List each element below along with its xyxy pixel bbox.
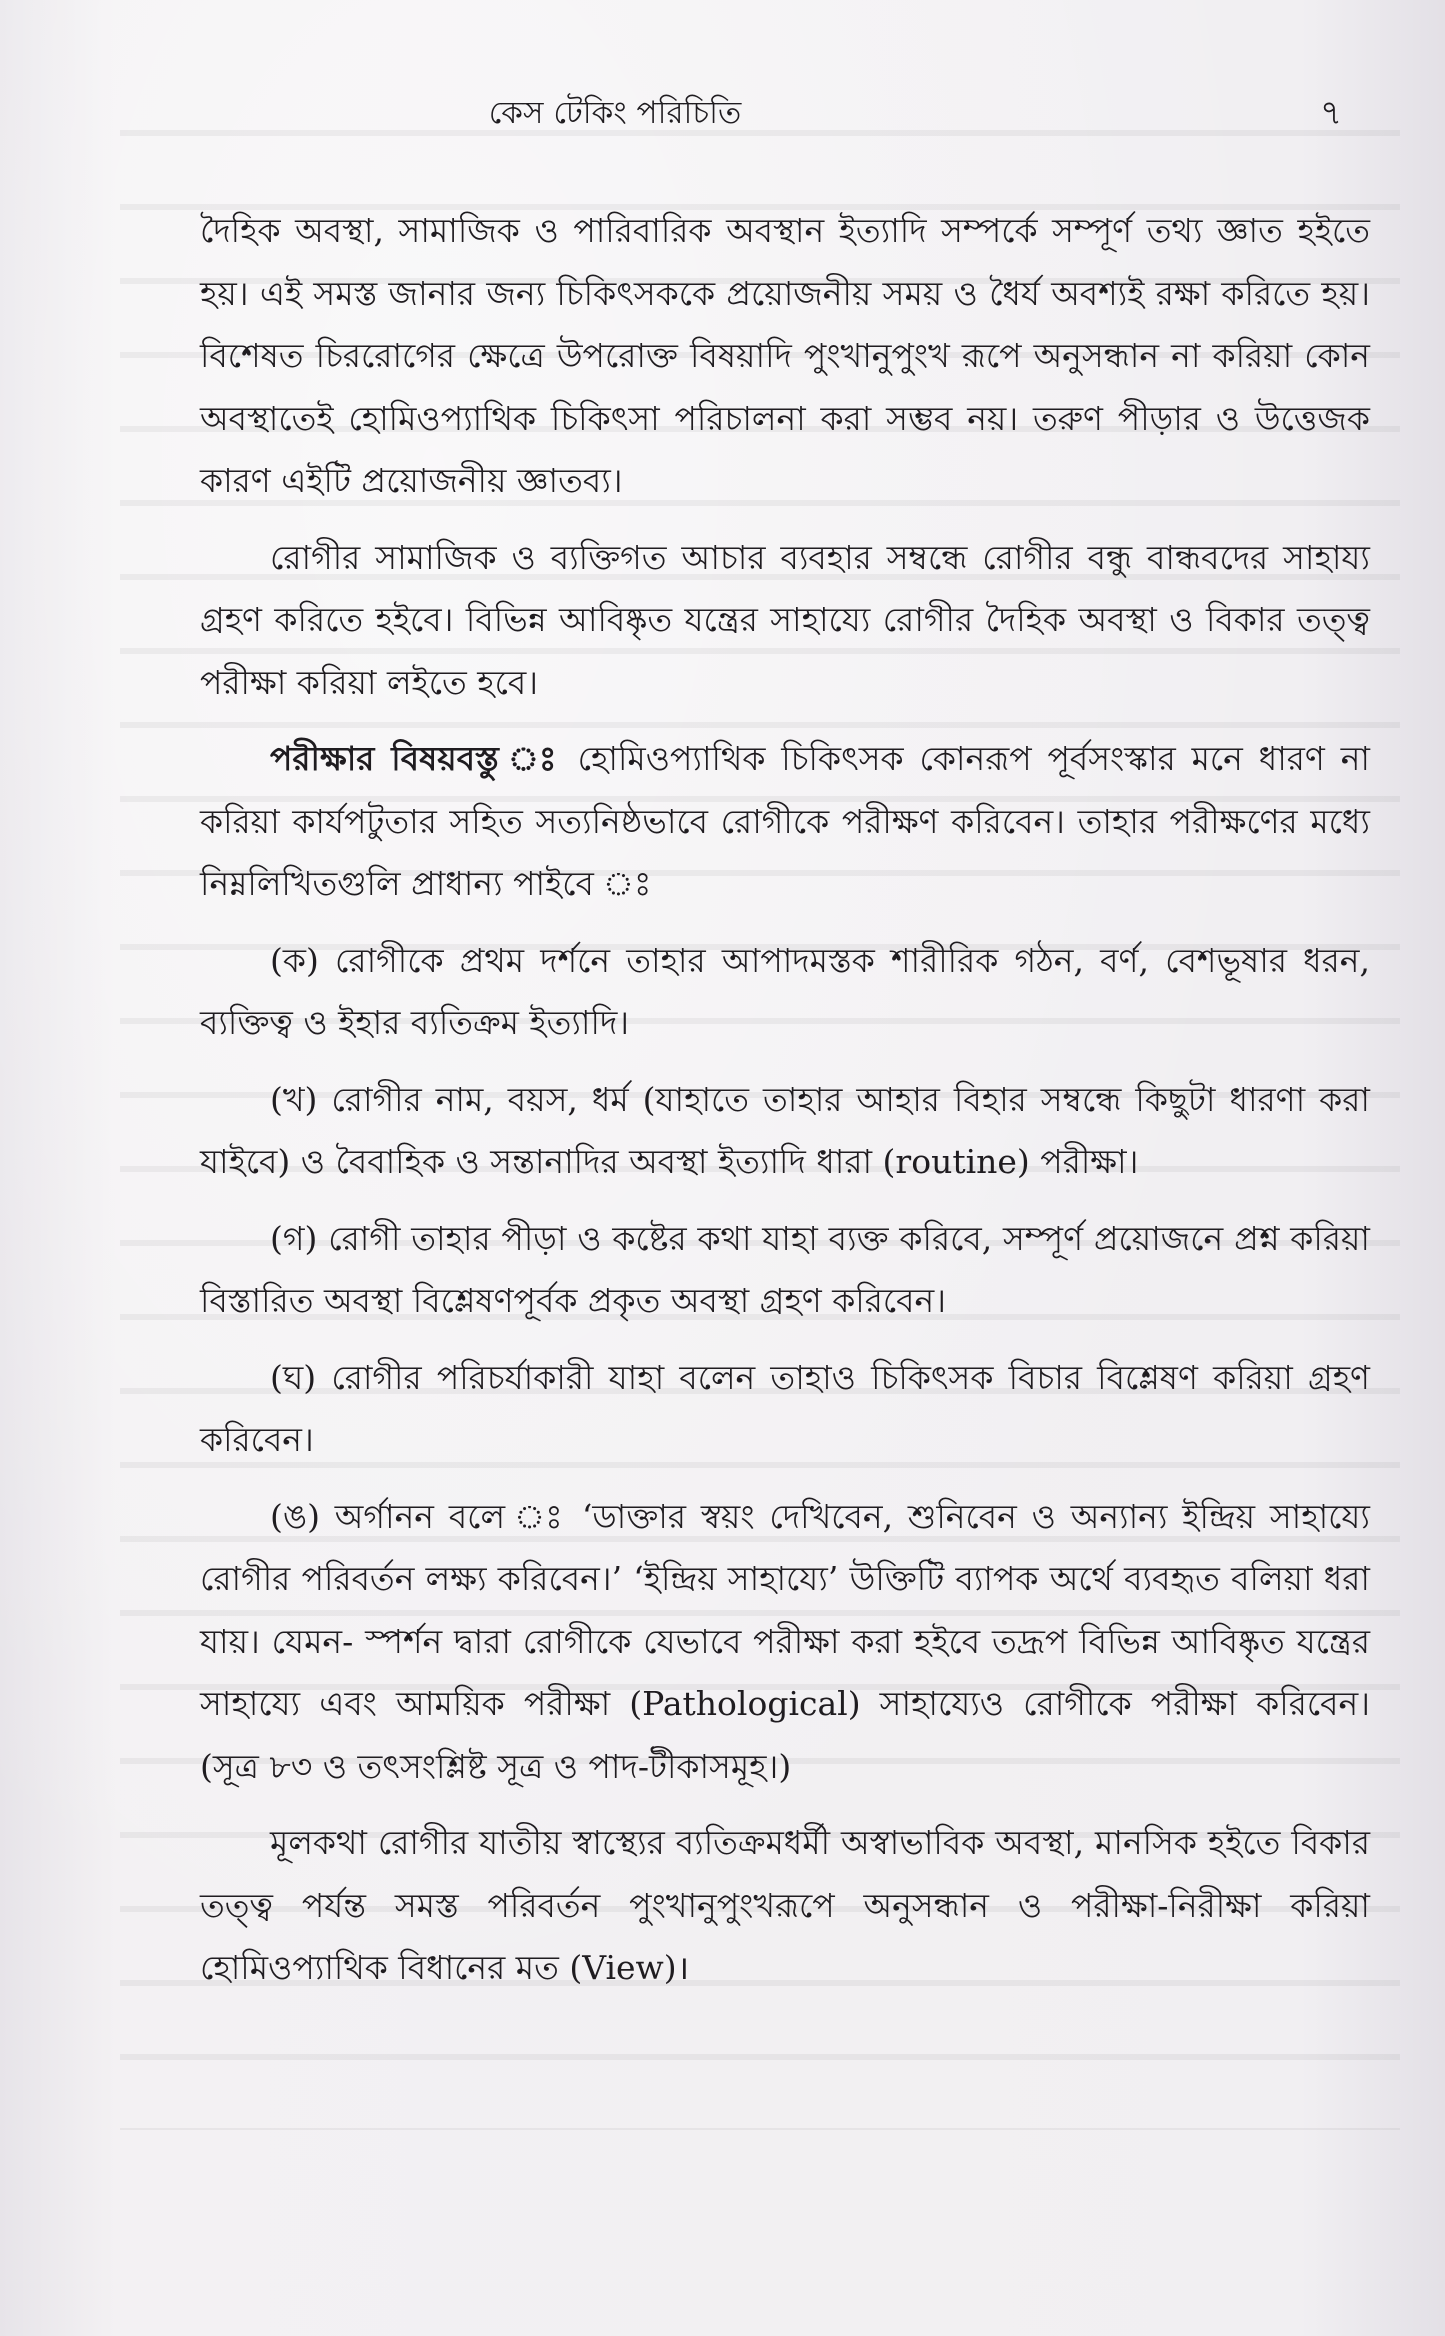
- paragraph-continued: দৈহিক অবস্থা, সামাজিক ও পারিবারিক অবস্থান ইত্যাদি সম্পর্কে সম্পূর্ণ তথ্য জ্ঞাত হইতে হয়। এই সমস্ত জানার জন্য চিকিৎসককে প্রয়োজনীয় সময় ও ধৈর্য অবশ্যই রক্ষা করিতে হয়। বিশেষত চিররোগের ক্ষেত্রে উপরোক্ত বিষয়াদি পুংখানুপুংখ রূপে অনুসন্ধান না করিয়া কোন অবস্থাতেই হোমিওপ্যাথিক চিকিৎসা পরিচালনা করা সম্ভব নয়। তরুণ পীড়ার ও উত্তেজক কারণ এইটি প্রয়োজনীয় জ্ঞাতব্য।: [200, 211, 1370, 500]
- paragraph-summary: মূলকথা রোগীর যাতীয় স্বাস্থ্যের ব্যতিক্রমধর্মী অস্বাভাবিক অবস্থা, মানসিক হইতে বিকার তত্ত্ব পর্যন্ত সমস্ত পরিবর্তন পুংখানুপুংখরূপে অনুসন্ধান ও পরীক্ষা-নিরীক্ষা করিয়া হোমিওপ্যাথিক বিধানের মত (View)।: [200, 1823, 1370, 1987]
- running-head: কেস টেকিং পরিচিতি: [488, 95, 742, 131]
- list-item-kha: (খ) রোগীর নাম, বয়স, ধর্ম (যাহাতে তাহার আহার বিহার সম্বন্ধে কিছুটা ধারণা করা যাইবে) ও বৈবাহিক ও সন্তানাদির অবস্থা ইত্যাদি ধারা (routine) পরীক্ষা।: [200, 1079, 1370, 1181]
- page-number: ৭: [1320, 93, 1343, 133]
- paragraph-examination-subject: [200, 728, 1370, 916]
- list-item-uma: (ঙ) অর্গানন বলে ঃ ‘ডাক্তার স্বয়ং দেখিবেন, শুনিবেন ও অন্যান্য ইন্দ্রিয় সাহায্যে রোগীর পরিবর্তন লক্ষ্য করিবেন।’ ‘ইন্দ্রিয় সাহায্যে’ উক্তিটি ব্যাপক অর্থে ব্যবহৃত বলিয়া ধরা যায়। যেমন- স্পর্শন দ্বারা রোগীকে যেভাবে পরীক্ষা করা হইবে তদ্রূপ বিভিন্ন আবিষ্কৃত যন্ত্রের সাহায্যে এবং আময়িক পরীক্ষা (Pathological) সাহায্যেও রোগীকে পরীক্ষা করিবেন। (সূত্র ৮৩ ও তৎসংশ্লিষ্ট সূত্র ও পাদ-টীকাসমূহ।): [200, 1496, 1370, 1786]
- page-header: [0, 88, 1445, 138]
- list-item-ga: (গ) রোগী তাহার পীড়া ও কষ্টের কথা যাহা ব্যক্ত করিবে, সম্পূর্ণ প্রয়োজনে প্রশ্ন করিয়া বিস্তারিত অবস্থা বিশ্লেষণপূর্বক প্রকৃত অবস্থা গ্রহণ করিবেন।: [200, 1218, 1370, 1320]
- paragraph-text: হোমিওপ্যাথিক চিকিৎসক কোনরূপ পূর্বসংস্কার মনে ধারণ না করিয়া কার্যপটুতার সহিত সত্যনিষ্ঠভাবে রোগীকে পরীক্ষণ করিবেন। তাহার পরীক্ষণের মধ্যে নিম্নলিখিতগুলি প্রাধান্য পাইবে ঃ: [200, 739, 1370, 903]
- list-item-gha: (ঘ) রোগীর পরিচর্যাকারী যাহা বলেন তাহাও চিকিৎসক বিচার বিশ্লেষণ করিয়া গ্রহণ করিবেন।: [200, 1357, 1370, 1459]
- page-body: [200, 200, 1370, 2014]
- section-heading-inline: পরীক্ষার বিষয়বস্তু ঃ: [270, 739, 562, 778]
- paragraph-social-conduct: রোগীর সামাজিক ও ব্যক্তিগত আচার ব্যবহার সম্বন্ধে রোগীর বন্ধু বান্ধবদের সাহায্য গ্রহণ করিতে হইবে। বিভিন্ন আবিষ্কৃত যন্ত্রের সাহায্যে রোগীর দৈহিক অবস্থা ও বিকার তত্ত্ব পরীক্ষা করিয়া লইতে হবে।: [200, 537, 1370, 702]
- list-item-ka: (ক) রোগীকে প্রথম দর্শনে তাহার আপাদমস্তক শারীরিক গঠন, বর্ণ, বেশভূষার ধরন, ব্যক্তিত্ব ও ইহার ব্যতিক্রম ইত্যাদি।: [200, 940, 1370, 1042]
